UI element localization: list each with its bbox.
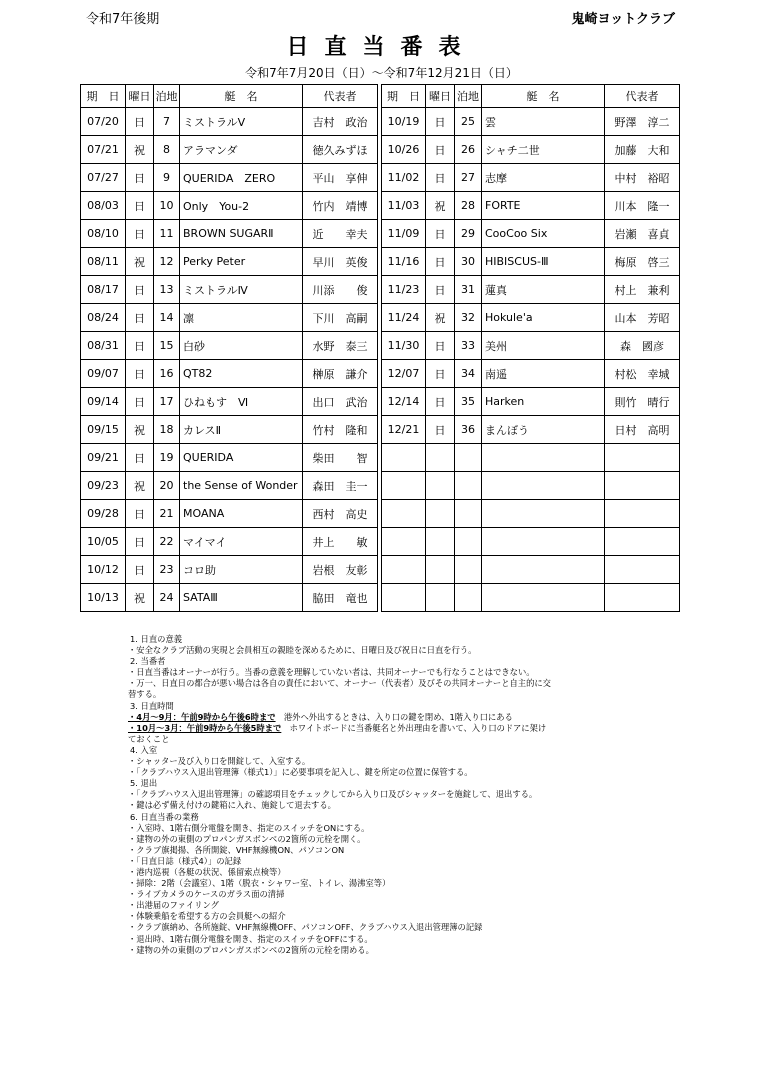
date-cell: 07/21 [81, 136, 126, 164]
empty-cell [382, 528, 426, 556]
date-cell: 10/26 [382, 136, 426, 164]
rule-text: 5. 退出 [130, 778, 158, 789]
boat-name-cell: ミストラルⅣ [180, 276, 303, 304]
empty-cell [426, 528, 455, 556]
berth-cell: 18 [154, 416, 180, 444]
representative-cell: 中村 裕昭 [605, 164, 680, 192]
weekday-cell: 祝 [126, 416, 154, 444]
rule-line [128, 823, 708, 834]
table-row [81, 220, 378, 248]
rule-text: 4. 入室 [130, 744, 158, 755]
boat-name-cell: ミストラルⅤ [180, 108, 303, 136]
table-row [81, 584, 378, 612]
section-heading [128, 812, 708, 823]
rule-line [128, 900, 708, 911]
rule-text: ・港内巡視（各艇の状況、係留索点検等） [128, 866, 286, 877]
col-rep: 代表者 [605, 85, 680, 108]
table-row [81, 304, 378, 332]
empty-cell [482, 584, 605, 612]
col-boat: 艇 名 [482, 85, 605, 108]
table-row [382, 276, 680, 304]
boat-name-cell: ひねもす Ⅵ [180, 388, 303, 416]
date-cell: 12/21 [382, 416, 426, 444]
table-row [81, 276, 378, 304]
weekday-cell: 祝 [126, 248, 154, 276]
berth-cell: 17 [154, 388, 180, 416]
boat-name-cell: Perky Peter [180, 248, 303, 276]
col-day: 曜日 [126, 85, 154, 108]
rule-text: ・鍵は必ず備え付けの鍵箱に入れ、施錠して退去する。 [128, 800, 336, 811]
duty-table-right [381, 84, 680, 612]
col-berth: 泊地 [154, 85, 180, 108]
rule-text: 3. 日直時間 [130, 700, 174, 711]
table-row [81, 472, 378, 500]
rule-text: ・「クラブハウス入退出管理簿（様式1）」に必要事項を記入し、鍵を所定の位置に保管する。 [128, 767, 473, 778]
boat-name-cell: SATAⅢ [180, 584, 303, 612]
weekday-cell: 日 [126, 192, 154, 220]
date-cell: 08/24 [81, 304, 126, 332]
rule-line [128, 889, 708, 900]
empty-cell [382, 556, 426, 584]
section-heading [128, 701, 708, 712]
boat-name-cell: シャチ二世 [482, 136, 605, 164]
boat-name-cell: FORTE [482, 192, 605, 220]
date-cell: 09/14 [81, 388, 126, 416]
rule-text: 2. 当番者 [130, 656, 166, 667]
rule-text-continued: ホワイトボードに当番艇名と外出理由を書いて、入り口のドアに架け [281, 722, 547, 733]
weekday-cell: 日 [126, 332, 154, 360]
empty-row [382, 500, 680, 528]
empty-cell [482, 472, 605, 500]
representative-cell: 柴田 智 [303, 444, 378, 472]
rule-line [128, 645, 708, 656]
representative-cell: 森田 圭一 [303, 472, 378, 500]
table-row [81, 388, 378, 416]
empty-row [382, 584, 680, 612]
date-cell: 08/17 [81, 276, 126, 304]
date-cell: 10/12 [81, 556, 126, 584]
empty-cell [382, 472, 426, 500]
empty-cell [605, 472, 680, 500]
representative-cell: 川本 隆一 [605, 192, 680, 220]
duty-rules [128, 634, 708, 956]
boat-name-cell: MOANA [180, 500, 303, 528]
empty-row [382, 444, 680, 472]
table-row [81, 108, 378, 136]
rule-text: ・入室時、1階右側分電盤を開き、指定のスイッチをONにする。 [128, 822, 370, 833]
empty-cell [482, 500, 605, 528]
date-cell: 09/23 [81, 472, 126, 500]
empty-cell [455, 556, 482, 584]
weekday-cell: 日 [126, 164, 154, 192]
date-cell: 08/03 [81, 192, 126, 220]
empty-cell [426, 444, 455, 472]
representative-cell: 岩瀬 喜貞 [605, 220, 680, 248]
rule-line [128, 789, 708, 800]
boat-name-cell: CooCoo Six [482, 220, 605, 248]
table-header-row [81, 85, 378, 108]
club-name: 鬼崎ヨットクラブ [571, 12, 675, 27]
period-range: 令和7年7月20日（日）～令和7年12月21日（日） [245, 66, 518, 80]
table-row [81, 528, 378, 556]
weekday-cell: 日 [126, 500, 154, 528]
rule-line [128, 800, 708, 811]
representative-cell: 野澤 淳二 [605, 108, 680, 136]
table-row [382, 360, 680, 388]
date-cell: 07/27 [81, 164, 126, 192]
berth-cell: 21 [154, 500, 180, 528]
empty-cell [455, 500, 482, 528]
boat-name-cell: マイマイ [180, 528, 303, 556]
weekday-cell: 日 [426, 360, 455, 388]
rule-text: ・シャッター及び入り口を開錠して、入室する。 [128, 756, 311, 767]
page-title: 日直当番表 [286, 35, 477, 60]
rule-text: ておくこと [128, 733, 170, 744]
rule-text: ・「日直日誌（様式4）」の記録 [128, 855, 242, 866]
empty-row [382, 472, 680, 500]
empty-cell [455, 472, 482, 500]
berth-cell: 15 [154, 332, 180, 360]
weekday-cell: 日 [126, 528, 154, 556]
table-row [81, 164, 378, 192]
section-heading [128, 656, 708, 667]
representative-cell: 岩根 友彰 [303, 556, 378, 584]
col-date: 期 日 [81, 85, 126, 108]
term-label: 令和7年後期 [86, 12, 160, 27]
rule-line [128, 712, 708, 723]
boat-name-cell: 凛 [180, 304, 303, 332]
section-heading [128, 634, 708, 645]
boat-name-cell: 美州 [482, 332, 605, 360]
date-cell: 09/21 [81, 444, 126, 472]
table-row [81, 444, 378, 472]
berth-cell: 28 [455, 192, 482, 220]
rule-line [128, 667, 708, 678]
berth-cell: 7 [154, 108, 180, 136]
representative-cell: 近 幸夫 [303, 220, 378, 248]
berth-cell: 9 [154, 164, 180, 192]
empty-cell [382, 584, 426, 612]
representative-cell: 徳久みずほ [303, 136, 378, 164]
empty-cell [455, 528, 482, 556]
rule-text: 6. 日直当番の業務 [130, 811, 199, 822]
representative-cell: 村松 幸城 [605, 360, 680, 388]
table-row [382, 136, 680, 164]
boat-name-cell: 志摩 [482, 164, 605, 192]
rule-text: ・掃除：2階（会議室）、1階（脱衣・シャワー室、トイレ、湯沸室等） [128, 878, 391, 889]
rule-line [128, 911, 708, 922]
representative-cell: 加藤 大和 [605, 136, 680, 164]
berth-cell: 8 [154, 136, 180, 164]
rule-line [128, 878, 708, 889]
col-berth: 泊地 [455, 85, 482, 108]
boat-name-cell: 南遥 [482, 360, 605, 388]
berth-cell: 34 [455, 360, 482, 388]
berth-cell: 35 [455, 388, 482, 416]
weekday-cell: 祝 [426, 192, 455, 220]
table-row [382, 108, 680, 136]
berth-cell: 10 [154, 192, 180, 220]
rule-text: ・クラブ旗掲揚、各所開錠、VHF無線機ON、パソコンON [128, 844, 345, 855]
empty-cell [426, 500, 455, 528]
rule-text: 1. 日直の意義 [130, 634, 183, 644]
berth-cell: 30 [455, 248, 482, 276]
table-row [81, 360, 378, 388]
representative-cell: 竹村 隆和 [303, 416, 378, 444]
rule-text: ・10月～3月：午前9時から午後5時まで [128, 722, 282, 733]
empty-cell [605, 500, 680, 528]
date-cell: 11/23 [382, 276, 426, 304]
rule-line [128, 689, 708, 700]
representative-cell: 平山 享伸 [303, 164, 378, 192]
berth-cell: 19 [154, 444, 180, 472]
table-header-row [382, 85, 680, 108]
col-boat: 艇 名 [180, 85, 303, 108]
empty-row [382, 556, 680, 584]
empty-cell [482, 556, 605, 584]
empty-row [382, 528, 680, 556]
date-cell: 09/15 [81, 416, 126, 444]
rule-text: ・ライブカメラのケースのガラス面の清掃 [128, 889, 285, 900]
representative-cell: 山本 芳昭 [605, 304, 680, 332]
boat-name-cell: Only You-2 [180, 192, 303, 220]
weekday-cell: 日 [126, 276, 154, 304]
section-heading [128, 778, 708, 789]
weekday-cell: 日 [426, 388, 455, 416]
weekday-cell: 日 [426, 220, 455, 248]
empty-cell [455, 584, 482, 612]
date-cell: 11/09 [382, 220, 426, 248]
date-cell: 08/10 [81, 220, 126, 248]
weekday-cell: 日 [426, 108, 455, 136]
rule-text: 替する。 [128, 689, 162, 700]
rule-line [128, 678, 708, 689]
date-cell: 11/24 [382, 304, 426, 332]
rule-text: ・体験乗船を希望する方の会員艇への紹介 [128, 911, 286, 922]
berth-cell: 22 [154, 528, 180, 556]
rule-line [128, 845, 708, 856]
rule-text: ・出港届のファイリング [128, 900, 219, 911]
boat-name-cell: まんぼう [482, 416, 605, 444]
representative-cell: 吉村 政治 [303, 108, 378, 136]
weekday-cell: 日 [126, 108, 154, 136]
weekday-cell: 祝 [126, 472, 154, 500]
representative-cell: 下川 高嗣 [303, 304, 378, 332]
boat-name-cell: BROWN SUGARⅡ [180, 220, 303, 248]
rule-text: ・建物の外の東側のプロパンガスボンベの2箇所の元栓を開く。 [128, 833, 366, 844]
weekday-cell: 日 [426, 248, 455, 276]
empty-cell [382, 444, 426, 472]
table-row [81, 192, 378, 220]
rule-text: ・安全なクラブ活動の実現と会員相互の親睦を深めるために、日曜日及び祝日に日直を行う。 [128, 645, 477, 656]
weekday-cell: 日 [426, 276, 455, 304]
weekday-cell: 祝 [126, 584, 154, 612]
col-date: 期 日 [382, 85, 426, 108]
weekday-cell: 日 [426, 416, 455, 444]
representative-cell: 則竹 晴行 [605, 388, 680, 416]
representative-cell: 日村 高明 [605, 416, 680, 444]
rule-text: ・退出時、1階右側分電盤を開き、指定のスイッチをOFFにする。 [128, 933, 373, 944]
weekday-cell: 日 [126, 444, 154, 472]
rule-text: ・万一、日直日の都合が悪い場合は各自の責任において、オーナー（代表者）及びその共同オーナーと自主的に交 [128, 678, 551, 689]
berth-cell: 33 [455, 332, 482, 360]
berth-cell: 13 [154, 276, 180, 304]
empty-cell [605, 556, 680, 584]
berth-cell: 14 [154, 304, 180, 332]
rule-line [128, 756, 708, 767]
rule-line [128, 945, 708, 956]
duty-table-left [80, 84, 378, 612]
empty-cell [426, 472, 455, 500]
rule-line [128, 856, 708, 867]
date-cell: 11/03 [382, 192, 426, 220]
date-cell: 10/05 [81, 528, 126, 556]
rule-line [128, 834, 708, 845]
boat-name-cell: HIBISCUS-Ⅲ [482, 248, 605, 276]
date-cell: 11/30 [382, 332, 426, 360]
weekday-cell: 日 [426, 332, 455, 360]
weekday-cell: 日 [126, 388, 154, 416]
date-cell: 08/31 [81, 332, 126, 360]
berth-cell: 20 [154, 472, 180, 500]
rule-text-continued: 港外へ外出するときは、入り口の鍵を閉め、1階入り口にある [275, 711, 513, 722]
rule-text: ・クラブ旗納め、各所施錠、VHF無線機OFF、パソコンOFF、クラブハウス入退出管理簿の記録 [128, 922, 483, 933]
table-row [382, 388, 680, 416]
representative-cell: 水野 泰三 [303, 332, 378, 360]
representative-cell: 川添 俊 [303, 276, 378, 304]
rule-text: ・「クラブハウス入退出管理簿」の確認項目をチェックしてから入り口及びシャッターを施錠して、退出する。 [128, 789, 538, 800]
empty-cell [426, 556, 455, 584]
weekday-cell: 日 [426, 164, 455, 192]
date-cell: 11/16 [382, 248, 426, 276]
date-cell: 11/02 [382, 164, 426, 192]
representative-cell: 井上 敏 [303, 528, 378, 556]
rule-line [128, 922, 708, 933]
weekday-cell: 日 [126, 304, 154, 332]
berth-cell: 31 [455, 276, 482, 304]
col-day: 曜日 [426, 85, 455, 108]
boat-name-cell: コロ助 [180, 556, 303, 584]
berth-cell: 26 [455, 136, 482, 164]
boat-name-cell: 蓮真 [482, 276, 605, 304]
berth-cell: 29 [455, 220, 482, 248]
boat-name-cell: 雲 [482, 108, 605, 136]
representative-cell: 西村 高史 [303, 500, 378, 528]
date-cell: 08/11 [81, 248, 126, 276]
table-row [382, 248, 680, 276]
weekday-cell: 祝 [126, 136, 154, 164]
boat-name-cell: QT82 [180, 360, 303, 388]
weekday-cell: 日 [426, 136, 455, 164]
table-row [382, 220, 680, 248]
table-row [382, 164, 680, 192]
berth-cell: 23 [154, 556, 180, 584]
representative-cell: 出口 武治 [303, 388, 378, 416]
representative-cell: 脇田 竜也 [303, 584, 378, 612]
representative-cell: 森 國彦 [605, 332, 680, 360]
boat-name-cell: QUERIDA ZERO [180, 164, 303, 192]
table-row [382, 192, 680, 220]
boat-name-cell: アラマンダ [180, 136, 303, 164]
date-cell: 12/14 [382, 388, 426, 416]
empty-cell [482, 444, 605, 472]
boat-name-cell: カレスⅡ [180, 416, 303, 444]
table-row [81, 136, 378, 164]
section-heading [128, 745, 708, 756]
empty-cell [605, 444, 680, 472]
berth-cell: 27 [455, 164, 482, 192]
table-row [81, 248, 378, 276]
boat-name-cell: QUERIDA [180, 444, 303, 472]
representative-cell: 早川 英俊 [303, 248, 378, 276]
berth-cell: 24 [154, 584, 180, 612]
boat-name-cell: Hokule'a [482, 304, 605, 332]
representative-cell: 梅原 啓三 [605, 248, 680, 276]
rule-text: ・日直当番はオーナーが行う。当番の意義を理解していない者は、共同オーナーでも行なうことはできない。 [128, 667, 535, 678]
table-row [81, 332, 378, 360]
rule-line [128, 934, 708, 945]
rule-text: ・建物の外の東側のプロパンガスボンベの2箇所の元栓を閉める。 [128, 944, 374, 955]
date-cell: 10/13 [81, 584, 126, 612]
date-cell: 07/20 [81, 108, 126, 136]
date-cell: 09/07 [81, 360, 126, 388]
berth-cell: 11 [154, 220, 180, 248]
table-row [382, 332, 680, 360]
berth-cell: 16 [154, 360, 180, 388]
col-rep: 代表者 [303, 85, 378, 108]
weekday-cell: 日 [126, 360, 154, 388]
table-row [81, 416, 378, 444]
rule-line [128, 767, 708, 778]
empty-cell [605, 584, 680, 612]
representative-cell: 村上 兼利 [605, 276, 680, 304]
rule-text: ・4月～9月：午前9時から午後6時まで [128, 711, 276, 722]
empty-cell [426, 584, 455, 612]
empty-cell [482, 528, 605, 556]
boat-name-cell: Harken [482, 388, 605, 416]
rule-line [128, 734, 708, 745]
table-row [81, 556, 378, 584]
berth-cell: 25 [455, 108, 482, 136]
weekday-cell: 祝 [426, 304, 455, 332]
representative-cell: 竹内 靖博 [303, 192, 378, 220]
empty-cell [455, 444, 482, 472]
rule-line [128, 867, 708, 878]
date-cell: 12/07 [382, 360, 426, 388]
rule-line [128, 723, 708, 734]
berth-cell: 12 [154, 248, 180, 276]
date-cell: 10/19 [382, 108, 426, 136]
berth-cell: 36 [455, 416, 482, 444]
empty-cell [382, 500, 426, 528]
boat-name-cell: 白砂 [180, 332, 303, 360]
table-row [382, 416, 680, 444]
boat-name-cell: the Sense of Wonder [180, 472, 303, 500]
date-cell: 09/28 [81, 500, 126, 528]
empty-cell [605, 528, 680, 556]
weekday-cell: 日 [126, 220, 154, 248]
weekday-cell: 日 [126, 556, 154, 584]
table-row [382, 304, 680, 332]
representative-cell: 榊原 謙介 [303, 360, 378, 388]
table-row [81, 500, 378, 528]
berth-cell: 32 [455, 304, 482, 332]
